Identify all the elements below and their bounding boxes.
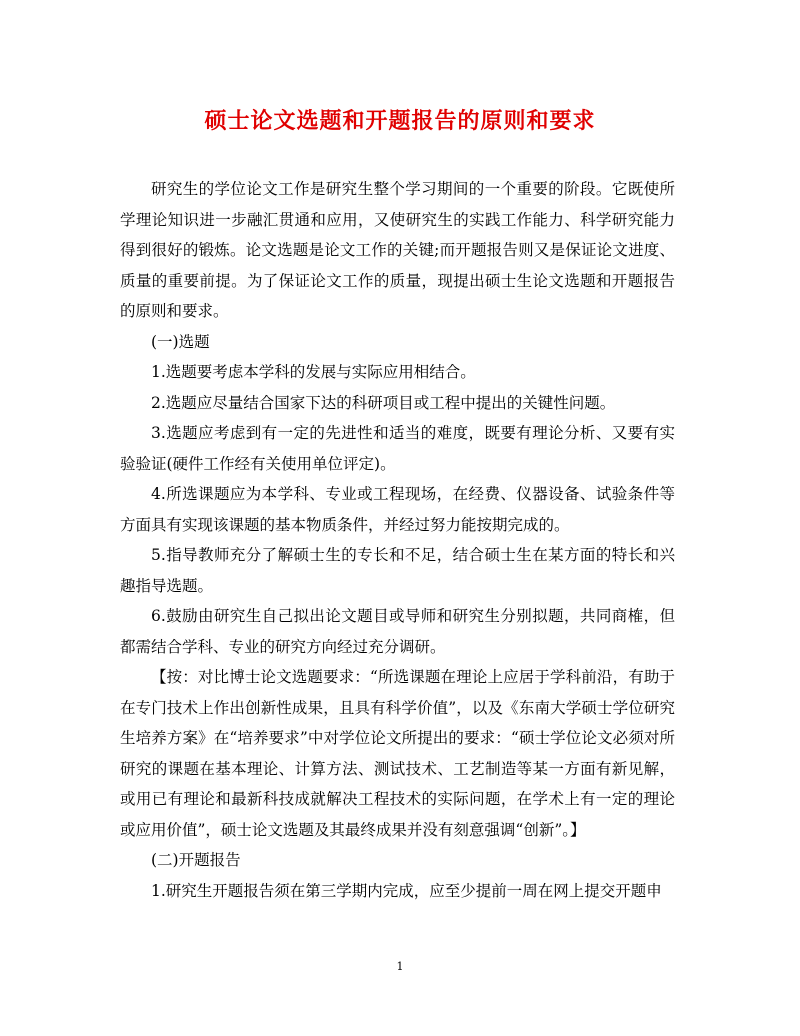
list-item: 2.选题应尽量结合国家下达的科研项目或工程中提出的关键性问题。 xyxy=(151,393,616,412)
list-item: 3.选题应考虑到有一定的先进性和适当的难度，既要有理论分析、又要有实验验证(硬件工作经有关使用单位评定)。 xyxy=(120,424,675,473)
section-heading-topic-selection: (一)选题 xyxy=(151,332,210,351)
section-heading-proposal-report: (二)开题报告 xyxy=(151,851,241,869)
document-title: 硕士论文选题和开题报告的原则和要求 xyxy=(204,109,596,134)
intro-paragraph: 研究生的学位论文工作是研究生整个学习期间的一个重要的阶段。它既使所学理论知识进一步融汇贯通和应用，又使研究生的实践工作能力、科学研究能力得到很好的锻炼。论文选题是论文工作的关键;而开题报告则又是保证论文进度、质量的重要前提。为了保证论文工作的质量，现提出硕士生论文选题和开题报告的原则和要求。 xyxy=(120,180,675,320)
list-item: 1.研究生开题报告须在第三学期内完成，应至少提前一周在网上提交开题申 xyxy=(151,881,662,900)
note-paragraph: 【按：对比博士论文选题要求：“所选课题在理论上应居于学科前沿，有助于在专门技术上作出创新性成果，且具有科学价值”，以及《东南大学硕士学位研究生培养方案》在“培养要求”中对学位论文所提出的要求：“硕士学位论文必须对所研究的课题在基本理论、计算方法、测试技术、工艺制造等某一方面有新见解，或用已有理论和最新科技成就解决工程技术的实际问题，在学术上有一定的理论或应用价值”，硕士论文选题及其最终成果并没有刻意强调“创新”。】 xyxy=(120,668,675,839)
list-item: 6.鼓励由研究生自己拟出论文题目或导师和研究生分别拟题，共同商榷，但都需结合学科、专业的研究方向经过充分调研。 xyxy=(120,607,675,656)
list-item: 1.选题要考虑本学科的发展与实际应用相结合。 xyxy=(151,363,476,381)
page-number: 1 xyxy=(396,960,404,973)
document-body xyxy=(120,174,675,906)
list-item: 4.所选课题应为本学科、专业或工程现场，在经费、仪器设备、试验条件等方面具有实现该课题的基本物质条件，并经过努力能按期完成的。 xyxy=(120,485,675,534)
list-item: 5.指导教师充分了解硕士生的专长和不足，结合硕士生在某方面的特长和兴趣指导选题。 xyxy=(120,546,675,595)
